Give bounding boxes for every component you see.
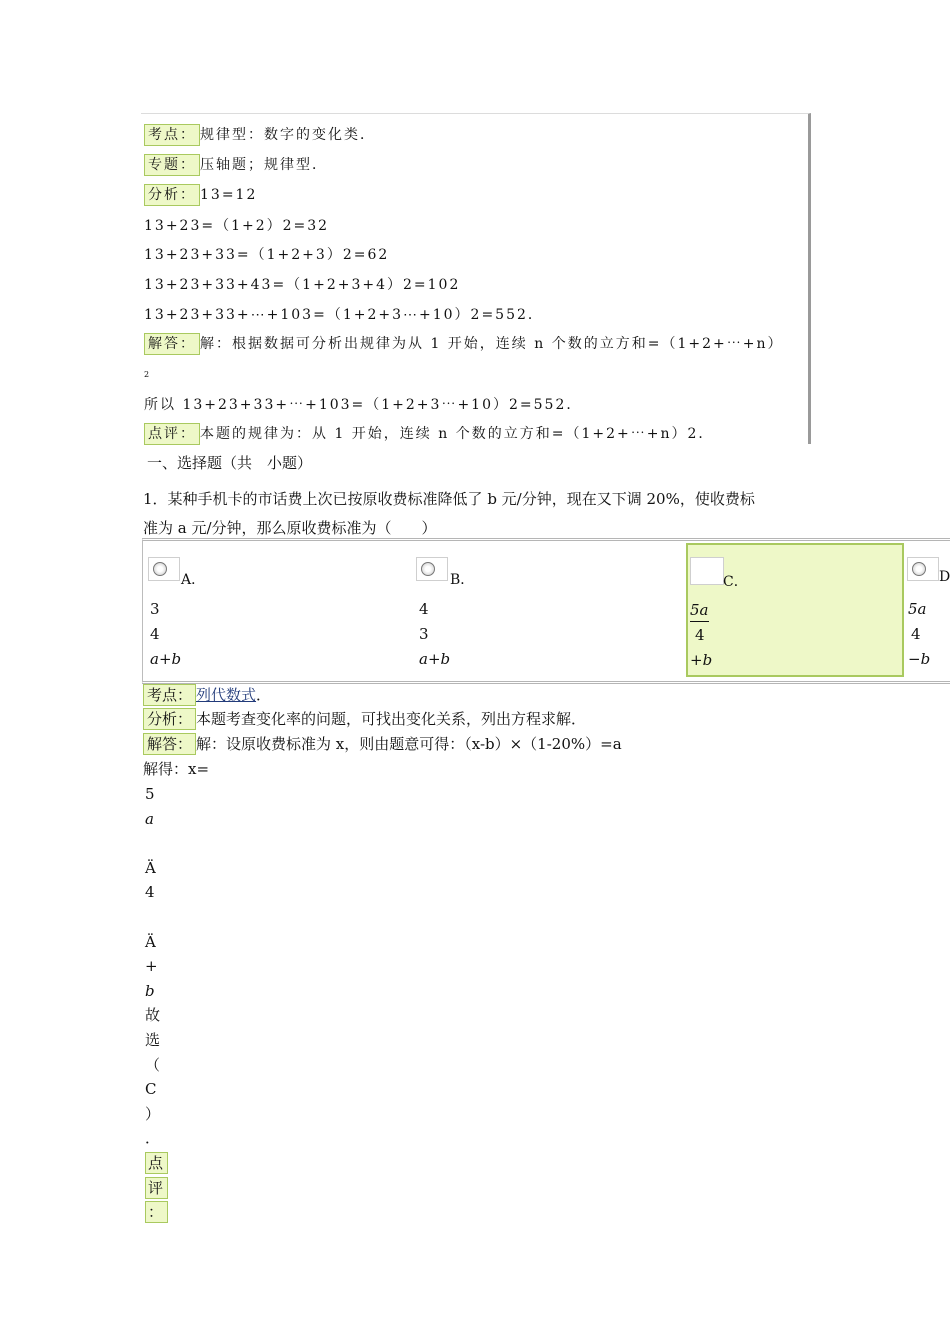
vert-char: b xyxy=(145,981,155,1000)
question-line-2: 准为 a 元/分钟，那么原收费标准为（ ） xyxy=(143,519,437,537)
answer-jieda-text: 解：设原收费标准为 x，则由题意可得：（x-b）×（1-20%）=a xyxy=(196,735,622,753)
vert-char: ． xyxy=(145,1129,161,1148)
zhuanti-text: 压轴题；规律型． xyxy=(200,157,328,173)
formula-line-2: 13+23=（1+2）2=32 xyxy=(144,218,330,234)
fenxi-row xyxy=(144,184,257,206)
answer-fenxi-label: 分析： xyxy=(143,708,196,730)
option-d-letter: D xyxy=(939,569,950,585)
question-line-1: 1．某种手机卡的市话费上次已按原收费标准降低了 b 元/分钟，现在又下调 20%，使收费标 xyxy=(143,490,755,508)
vert-char: （ xyxy=(145,1055,161,1074)
vert-char: 4 xyxy=(145,883,155,902)
option-b-fraction xyxy=(419,597,450,672)
jieda-continuation: 2 xyxy=(144,370,152,379)
kaodian-label: 考点： xyxy=(144,124,200,146)
suoyi-line: 所以 13+23+33+⋯+103=（1+2+3⋯+10）2=552． xyxy=(144,397,583,413)
vertical-solution xyxy=(145,782,168,1225)
option-c[interactable] xyxy=(686,543,904,677)
vert-char: 故 xyxy=(145,1006,161,1025)
zhuanti-label: 专题： xyxy=(144,154,200,176)
option-d-line2: 4 xyxy=(911,625,921,643)
vert-char: 选 xyxy=(145,1030,161,1049)
answer-fenxi-row xyxy=(143,708,586,730)
dianping-char-label: 点 xyxy=(145,1152,168,1174)
vert-char: + xyxy=(145,957,158,976)
option-b-line1: 4 xyxy=(419,600,429,618)
answer-kaodian-label: 考点： xyxy=(143,684,196,706)
option-d-fraction xyxy=(908,597,930,672)
jieda-text: 解：根据数据可分析出规律为从 1 开始，连续 n 个数的立方和=（1+2+⋯+n） xyxy=(200,336,784,352)
dianping-char-label: 评 xyxy=(145,1177,168,1199)
answer-kaodian-row xyxy=(143,684,271,706)
radio-b[interactable] xyxy=(416,557,448,581)
jieda-label: 解答： xyxy=(144,333,200,355)
option-c-letter: C． xyxy=(723,574,748,590)
option-a-line2: 4 xyxy=(150,625,160,643)
vert-char: C xyxy=(145,1080,157,1099)
radio-circle-icon xyxy=(153,562,167,576)
radio-circle-icon xyxy=(421,562,435,576)
formula-line-3: 13+23+33=（1+2+3）2=62 xyxy=(144,247,390,263)
option-d-line1: 5a xyxy=(908,600,927,618)
answer-fenxi-text: 本题考查变化率的问题，可找出变化关系，列出方程求解． xyxy=(196,710,587,728)
answer-jieda-row xyxy=(143,733,622,755)
answer-jiede: 解得：x= xyxy=(143,760,210,778)
formula-line-5: 13+23+33+⋯+103=（1+2+3⋯+10）2=552． xyxy=(144,307,544,323)
dianping-char-label: ： xyxy=(145,1201,168,1223)
answer-kaodian-period: ． xyxy=(256,686,272,704)
option-b[interactable] xyxy=(413,541,683,681)
option-d-line3: −b xyxy=(908,650,931,668)
vert-char: Ä xyxy=(145,858,156,877)
option-a-line3: a+b xyxy=(150,650,182,668)
jieda-row xyxy=(144,333,783,355)
option-c-line2: 4 xyxy=(695,626,705,644)
options-table xyxy=(142,538,950,684)
option-b-letter: B． xyxy=(450,572,475,588)
dianping-label: 点评： xyxy=(144,423,200,445)
vert-char: Ä xyxy=(145,932,156,951)
option-b-line2: 3 xyxy=(419,625,429,643)
vert-char xyxy=(145,831,168,856)
vert-char: 5 xyxy=(145,785,155,803)
option-d[interactable] xyxy=(906,541,950,681)
vert-char xyxy=(145,905,168,930)
answer-jieda-label: 解答： xyxy=(143,733,196,755)
vert-char: ） xyxy=(145,1104,161,1123)
radio-a[interactable] xyxy=(148,557,180,581)
fenxi-line1: 13=12 xyxy=(200,187,258,203)
dianping-text: 本题的规律为：从 1 开始，连续 n 个数的立方和=（1+2+⋯+n）2． xyxy=(200,426,715,442)
vert-char: a xyxy=(145,809,154,828)
fenxi-label: 分析： xyxy=(144,184,200,206)
zhuanti-row xyxy=(144,154,328,176)
dianping-row xyxy=(144,423,714,445)
option-b-line3: a+b xyxy=(419,650,451,668)
option-c-line3: +b xyxy=(690,651,713,669)
kaodian-row xyxy=(144,124,376,146)
formula-line-4: 13+23+33+43=（1+2+3+4）2=102 xyxy=(144,277,461,293)
option-a-line1: 3 xyxy=(150,600,160,618)
option-a[interactable] xyxy=(143,541,411,681)
kaodian-text: 规律型：数字的变化类． xyxy=(200,127,376,143)
radio-circle-icon xyxy=(912,562,926,576)
option-c-fraction xyxy=(690,598,712,673)
answer-kaodian-link[interactable]: 列代数式 xyxy=(196,686,257,704)
radio-d[interactable] xyxy=(907,557,939,581)
option-c-line1: 5a xyxy=(690,601,709,619)
option-a-letter: A． xyxy=(181,572,206,588)
radio-c[interactable] xyxy=(690,557,724,585)
knowledge-panel xyxy=(141,113,811,444)
section-title: 一、选择题（共 小题） xyxy=(147,454,313,472)
option-a-fraction xyxy=(150,597,181,672)
